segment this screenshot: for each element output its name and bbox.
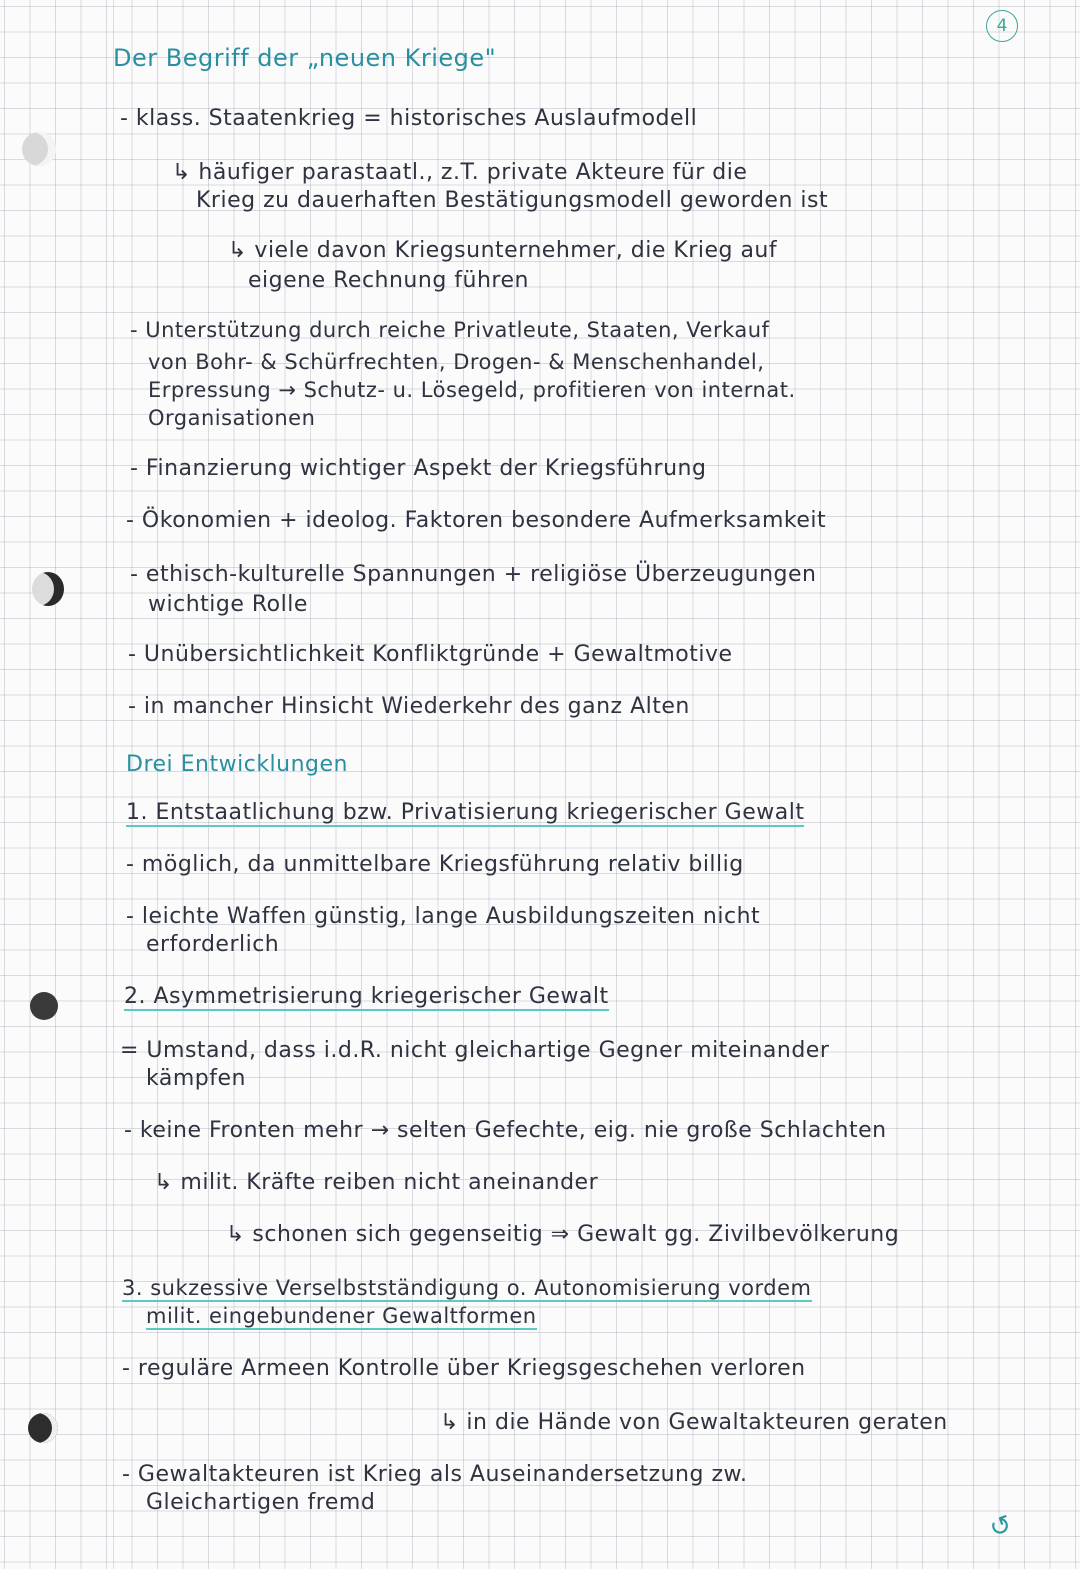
page-number: 4 [986,10,1018,42]
note-line: ↳ häufiger parastaatl., z.T. private Akteure für die [172,160,748,185]
note-line: - reguläre Armeen Kontrolle über Kriegsgeschehen verloren [122,1356,806,1381]
punch-hole [28,1413,58,1443]
note-line: = Umstand, dass i.d.R. nicht gleichartige Gegner miteinander [120,1038,830,1063]
note-line: - Ökonomien + ideolog. Faktoren besondere Aufmerksamkeit [126,508,827,533]
note-line: wichtige Rolle [148,592,308,617]
note-line: - Unübersichtlichkeit Konfliktgründe + Gewaltmotive [128,642,733,667]
note-line: - möglich, da unmittelbare Kriegsführung relativ billig [126,852,744,877]
note-line: Gleichartigen fremd [146,1490,376,1515]
note-line: Krieg zu dauerhaften Bestätigungsmodell geworden ist [196,188,829,213]
note-line: - Unterstützung durch reiche Privatleute, Staaten, Verkauf [130,318,770,342]
development-heading-2: 2. Asymmetrisierung kriegerischer Gewalt [124,984,609,1009]
note-line: von Bohr- & Schürfrechten, Drogen- & Menschenhandel, [148,350,765,374]
note-line: - in mancher Hinsicht Wiederkehr des ganz Alten [128,694,690,719]
note-line: ↳ viele davon Kriegsunternehmer, die Krieg auf [228,238,778,263]
note-line: erforderlich [146,932,280,957]
return-arrow-icon: ↺ [985,1509,1017,1545]
note-line: - keine Fronten mehr → selten Gefechte, eig. nie große Schlachten [124,1118,887,1143]
development-heading-3-cont: milit. eingebundener Gewaltformen [146,1304,537,1328]
development-heading-3: 3. sukzessive Verselbstständigung o. Autonomisierung vordem [122,1276,812,1300]
page-title: Der Begriff der „neuen Kriege" [113,44,497,72]
note-line: - leichte Waffen günstig, lange Ausbildungszeiten nicht [126,904,761,929]
note-line: ↳ in die Hände von Gewaltakteuren geraten [440,1410,948,1435]
note-line: - Finanzierung wichtiger Aspekt der Kriegsführung [130,456,707,481]
note-line: Erpressung → Schutz- u. Lösegeld, profitieren von internat. [148,378,796,402]
note-line: Organisationen [148,406,316,430]
punch-hole [30,992,58,1020]
note-line: ↳ schonen sich gegenseitig ⇒ Gewalt gg. Zivilbevölkerung [226,1222,900,1247]
note-line: - ethisch-kulturelle Spannungen + religiöse Überzeugungen [130,562,817,587]
margin-line [113,0,114,1569]
development-heading-1: 1. Entstaatlichung bzw. Privatisierung kriegerischer Gewalt [126,800,805,825]
section-heading: Drei Entwicklungen [126,752,348,777]
note-line: eigene Rechnung führen [248,268,529,293]
punch-hole [32,572,64,606]
note-line: kämpfen [146,1066,246,1091]
note-line: ↳ milit. Kräfte reiben nicht aneinander [154,1170,599,1195]
note-line: - Gewaltakteuren ist Krieg als Auseinandersetzung zw. [122,1462,748,1487]
punch-hole [22,132,56,166]
note-line: - klass. Staatenkrieg = historisches Auslaufmodell [120,106,698,131]
